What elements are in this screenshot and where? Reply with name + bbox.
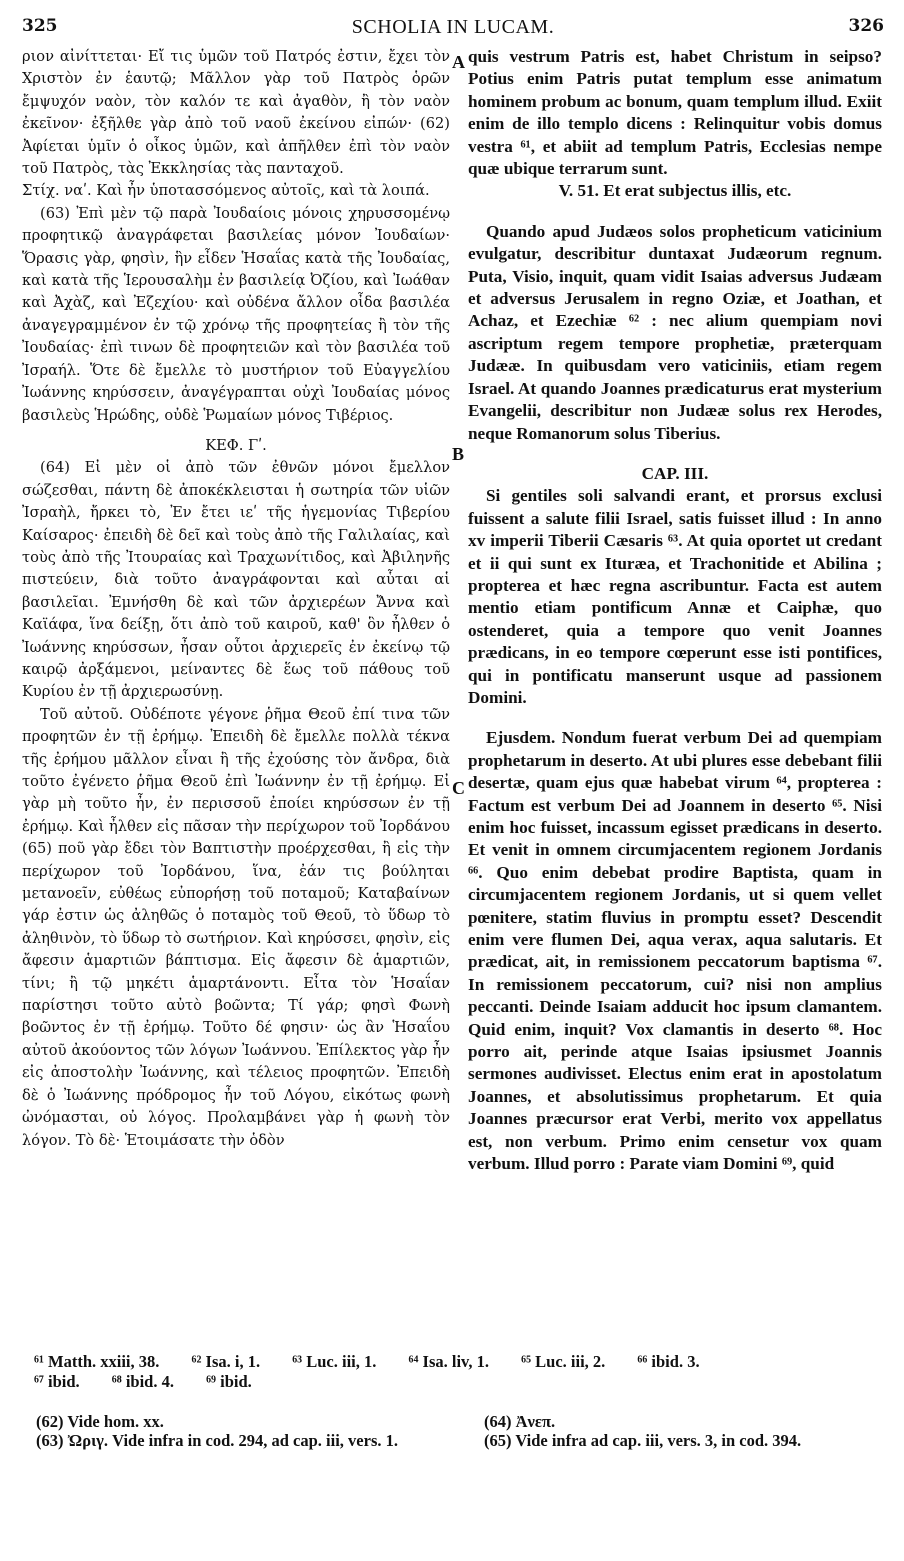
- margin-letter-c: C: [452, 778, 465, 798]
- scripture-ref: ⁶³ Luc. iii, 1.: [292, 1352, 377, 1371]
- running-title: SCHOLIA IN LUCAM.: [351, 16, 555, 38]
- scripture-references: [34, 1352, 884, 1392]
- latin-column: [468, 46, 882, 1176]
- page-number-left: 325: [22, 16, 58, 36]
- greek-chapter-heading: ΚΕΦ. Γʹ.: [205, 436, 267, 454]
- latin-paragraph: Si gentiles soli salvandi erant, et prorsus exclusi fuissent a salute filii Israel, satis fuisset illud : In anno xv imperii Tiberii Cæsaris ⁶³. At quia oportet ut credant et ii qui sunt ex Ituræa, et Trachonitide et Abilina ; propterea et hæc regna ascribuntur. Facta est autem mentio etiam pontificum Annæ et Caiphæ, quo ostenderet, quia a tempore quo venit Joannes prædicans, in eo tempore cœperunt esse isti pontifices, qui in pontificatu manserunt usque ad passionem Domini.: [468, 486, 882, 707]
- scripture-ref: ⁶⁹ ibid.: [206, 1372, 252, 1391]
- editorial-note: (62) Vide hom. xx.: [36, 1412, 164, 1431]
- latin-chapter-heading: CAP. III.: [641, 463, 709, 483]
- latin-verse-heading: V. 51. Et erat subjectus illis, etc.: [558, 181, 792, 201]
- margin-letter-b: B: [452, 444, 465, 464]
- scripture-ref: ⁶² Isa. i, 1.: [191, 1352, 261, 1371]
- latin-paragraph: Quando apud Judæos solos propheticum vaticinium evulgatur, describitur duntaxat Judæorum regnum. Puta, Visio, inquit, quam vidit Isaias adversus Judæam et adversus Jerusalem in regno Oziæ, et Joathan, et Achaz, et Ezechiæ ⁶² : nec alium quempiam novi ascriptum regem tempore prophetiæ, præterquam Judææ. In quibusdam vero vaticiniis, etiam regem Israel. At quando Joannes prædicaturus erat mysterium Evangelii, describitur non Judææ solus rex Herodes, neque Romanorum solus Tiberius.: [468, 221, 882, 443]
- page-header: [22, 16, 884, 44]
- scripture-ref: ⁶⁷ ibid.: [34, 1372, 80, 1391]
- latin-paragraph: Ejusdem. Nondum fuerat verbum Dei ad quempiam prophetarum in deserto. At ubi plures esse debebant filii desertæ, quam ejus quæ habebat virum ⁶⁴, propterea : Factum est verbum Dei ad Joannem in deserto ⁶⁵. Nisi enim hoc fuisset, incassum egisset prædicans in deserto. Et venit in omnem circumjacentem regionem Jordanis ⁶⁶. Quo enim debebat prodire Baptista, quam in circumjacentem regionem Jordanis, ut si quem vellet pœnitere, statim fluvius in promptu esset? Descendit enim vere flumen Dei, aqua verax, aqua salutaris. Et prædicat, ait, in remissionem peccatorum baptisma ⁶⁷. In remissionem peccatorum, cui? nisi non amplius peccanti. Deinde Isaiam adducit hoc ipsum clamantem. Quid enim, inquit? Vox clamantis in deserto ⁶⁸. Hoc porro ait, perinde atque Isaias ipsiusmet Joannis sermones audivisset. Electus enim erat in apostolatum Joannes, et absolutissimus prophetarum. Et quia Joannes præcursor erat Verbi, merito vox appellatus est, non verbum. Primo enim censetur vox quam verbum. Illud porro : Parate viam Domini ⁶⁹, quid: [468, 728, 882, 1174]
- greek-paragraph: ριον αἰνίττεται· Εἴ τις ὑμῶν τοῦ Πατρός ἐστιν, ἔχει τὸν Χριστὸν ἐν ἑαυτῷ; Μᾶλλον γὰρ τοῦ Πατρὸς ὁρῶν ἔμψυχόν ναὸν, τὸν καλόν τε καὶ ἀγαθὸν, ἢ τὸν ναὸν ἐκεῖνον· ἐξῆλθε γὰρ ἀπὸ τοῦ ναοῦ ἐκείνου εἰπών· (62) Ἀφίεται ὑμῖν ὁ οἶκος ὑμῶν, καὶ ἀπῆλθεν ἐπὶ τὸν ναὸν τοῦ Πατρὸς, τὰς Ἐκκλησίας τὰς πανταχοῦ.: [22, 48, 450, 178]
- greek-column: [22, 46, 450, 1152]
- editorial-notes-right: [484, 1412, 894, 1450]
- scripture-ref: ⁶¹ Matth. xxiii, 38.: [34, 1352, 160, 1371]
- editorial-note: (63) Ὠριγ. Vide infra in cod. 294, ad cap. iii, vers. 1.: [36, 1431, 399, 1450]
- greek-paragraph: (64) Εἰ μὲν οἱ ἀπὸ τῶν ἐθνῶν μόνοι ἔμελλον σώζεσθαι, πάντη δὲ ἀποκέκλεισται ἡ σωτηρία τῶν υἱῶν Ἰσραὴλ, ἤρκει τὸ, Ἐν ἔτει ιεʹ τῆς ἡγεμονίας Τιβερίου Καίσαρος· ἐπειδὴ δὲ δεῖ καὶ τοὺς ἀπὸ τῆς Γαλιλαίας, καὶ τοὺς ἀπὸ τῆς Ἰτουραίας καὶ Τραχωνίτιδος, καὶ Ἀβιληνῆς πιστεύειν, διὰ τοῦτο ἀναγράφονται καὶ αὗται αἱ βασιλεῖαι. Ἐμνήσθη δὲ καὶ τῶν ἀρχιερέων Ἄννα καὶ Καϊάφα, ἵνα δείξῃ, ὅτι ἀπὸ τοῦ καιροῦ, καθ' ὃν ἦλθεν ὁ Ἰωάννης κηρύσσων, ἦσαν οὗτοι ἀρχιερεῖς ἐν ἐκείνῳ τῷ καιρῷ ἀρξάμενοι, μείναντες δὲ ἕως τοῦ πάθους τοῦ Κυρίου ἐν τῇ ἀρχιερωσύνῃ.: [22, 459, 450, 701]
- latin-paragraph: quis vestrum Patris est, habet Christum in seipso? Potius enim Patris putat templum esse animatum hominem probum ac bonum, quam templum illud. Exiit enim de illo templo dicens : Relinquitur vobis domus vestra ⁶¹, et abiit ad templum Patris, Ecclesias nempe quæ ubique terrarum sunt.: [468, 47, 882, 179]
- greek-paragraph: Τοῦ αὐτοῦ. Οὐδέποτε γέγονε ῥῆμα Θεοῦ ἐπί τινα τῶν προφητῶν ἐν τῇ ἐρήμῳ. Ἐπειδὴ δὲ ἔμελλε πολλὰ τέκνα τῆς ἐρήμου μᾶλλον εἶναι ἢ τῆς ἐχούσης τὸν ἄνδρα, διὰ τοῦτο ἐγένετο ῥῆμα Θεοῦ ἐπὶ Ἰωάννην ἐν τῇ ἐρήμῳ. Εἰ γὰρ μὴ τοῦτο ἦν, ἐν περισσοῦ ἐποίει κηρύσσων ἐν τῇ ἐρήμῳ. Καὶ ἦλθεν εἰς πᾶσαν τὴν περίχωρον τοῦ Ἰορδάνου (65) ποῦ γὰρ ἔδει τὸν Βαπτιστὴν προέρχεσθαι, ἢ εἰς τὴν περίχωρον τοῦ Ἰορδάνου, ἵνα, ἐάν τις βούληται μετανοεῖν, εὐθέως εὐπορήσῃ τοῦ ποταμοῦ; Καταβαίνων γάρ ἐστιν ὡς ἀληθῶς ὁ ποταμὸς τοῦ Θεοῦ, τὸ ὕδωρ τὸ ἀληθινὸν, τὸ ὕδωρ τὸ σωτήριον. Καὶ κηρύσσει, φησὶν, εἰς ἄφεσιν ἁμαρτιῶν βάπτισμα. Εἰς ἄφεσιν δὲ ἁμαρτιῶν, τίνι; ἢ τῷ μηκέτι ἁμαρτάνοντι. Εἶτα τὸν Ἡσαΐαν παρίστησι τοῦτο αὐτὸ βοῶντα; Τί γάρ; φησὶ Φωνὴ βοῶντος ἐν τῇ ἐρήμῳ. Τοῦτο δέ φησιν· ὡς ἂν Ἡσαΐου αὐτοῦ ἀκούοντος τῶν λόγων Ἰωάννου. Ἐπίλεκτος γὰρ ἦν εἰς ἀποστολὴν Ἰωάννης, καὶ τέλειος προφητῶν. Ἐπειδὴ δὲ ὁ Ἰωάννης πρόδρομος ἦν τοῦ Λόγου, εἰκότως φωνὴ ὠνόμασται, οὐ λόγος. Προλαμβάνει γὰρ ἡ φωνὴ τὸν λόγον. Τὸ δὲ· Ἑτοιμάσατε τὴν ὁδὸν: [22, 705, 450, 1149]
- editorial-notes-left: [36, 1412, 456, 1450]
- greek-verse-heading: Στίχ. ναʹ. Καὶ ἦν ὑποτασσόμενος αὐτοῖς, καὶ τὰ λοιπά.: [22, 182, 430, 200]
- scripture-ref: ⁶⁶ ibid. 3.: [637, 1352, 700, 1371]
- page-number-right: 326: [848, 16, 884, 36]
- scripture-ref: ⁶⁸ ibid. 4.: [111, 1372, 174, 1391]
- editorial-note: (65) Vide infra ad cap. iii, vers. 3, in cod. 394.: [484, 1431, 802, 1450]
- greek-paragraph: (63) Ἐπὶ μὲν τῷ παρὰ Ἰουδαίοις μόνοις χηρυσσομένῳ προφητικῷ ἀναγράφεται βασιλείας μόνον Ἰουδαίων· Ὅρασις γὰρ, φησὶν, ἣν εἶδεν Ἡσαΐας κατὰ τῆς Ἰουδαίας, καὶ κατὰ τῆς Ἱερουσαλὴμ ἐν βασιλείᾳ Ὀζίου, καὶ Ἰωάθαν καὶ Ἀχὰζ, καὶ Ἐζεχίου· καὶ οὐδένα ἄλλον οἶδα βασιλέα ἀναγεγραμμένον ἐν τῷ χρόνῳ τῆς προφητείας ἢ τὸν τῆς Ἰουδαίας· ἐπὶ τινων δὲ προφητειῶν καὶ τὸν βασιλέα τοῦ Ἰσραήλ. Ὅτε δὲ ἔμελλε τὸ μυστήριον τοῦ Εὐαγγελίου Ἰωάννης κηρύσσειν, ἀναγέγραπται οὐχὶ Ἰουδαίας μόνος βασιλεὺς Ἡρώδης, οὐδὲ Ῥωμαίων μόνος Τιβέριος.: [22, 204, 450, 424]
- editorial-note: (64) Ἀνεπ.: [484, 1412, 556, 1431]
- margin-letter-a: A: [452, 52, 465, 72]
- scripture-ref: ⁶⁴ Isa. liv, 1.: [408, 1352, 489, 1371]
- scripture-ref: ⁶⁵ Luc. iii, 2.: [521, 1352, 606, 1371]
